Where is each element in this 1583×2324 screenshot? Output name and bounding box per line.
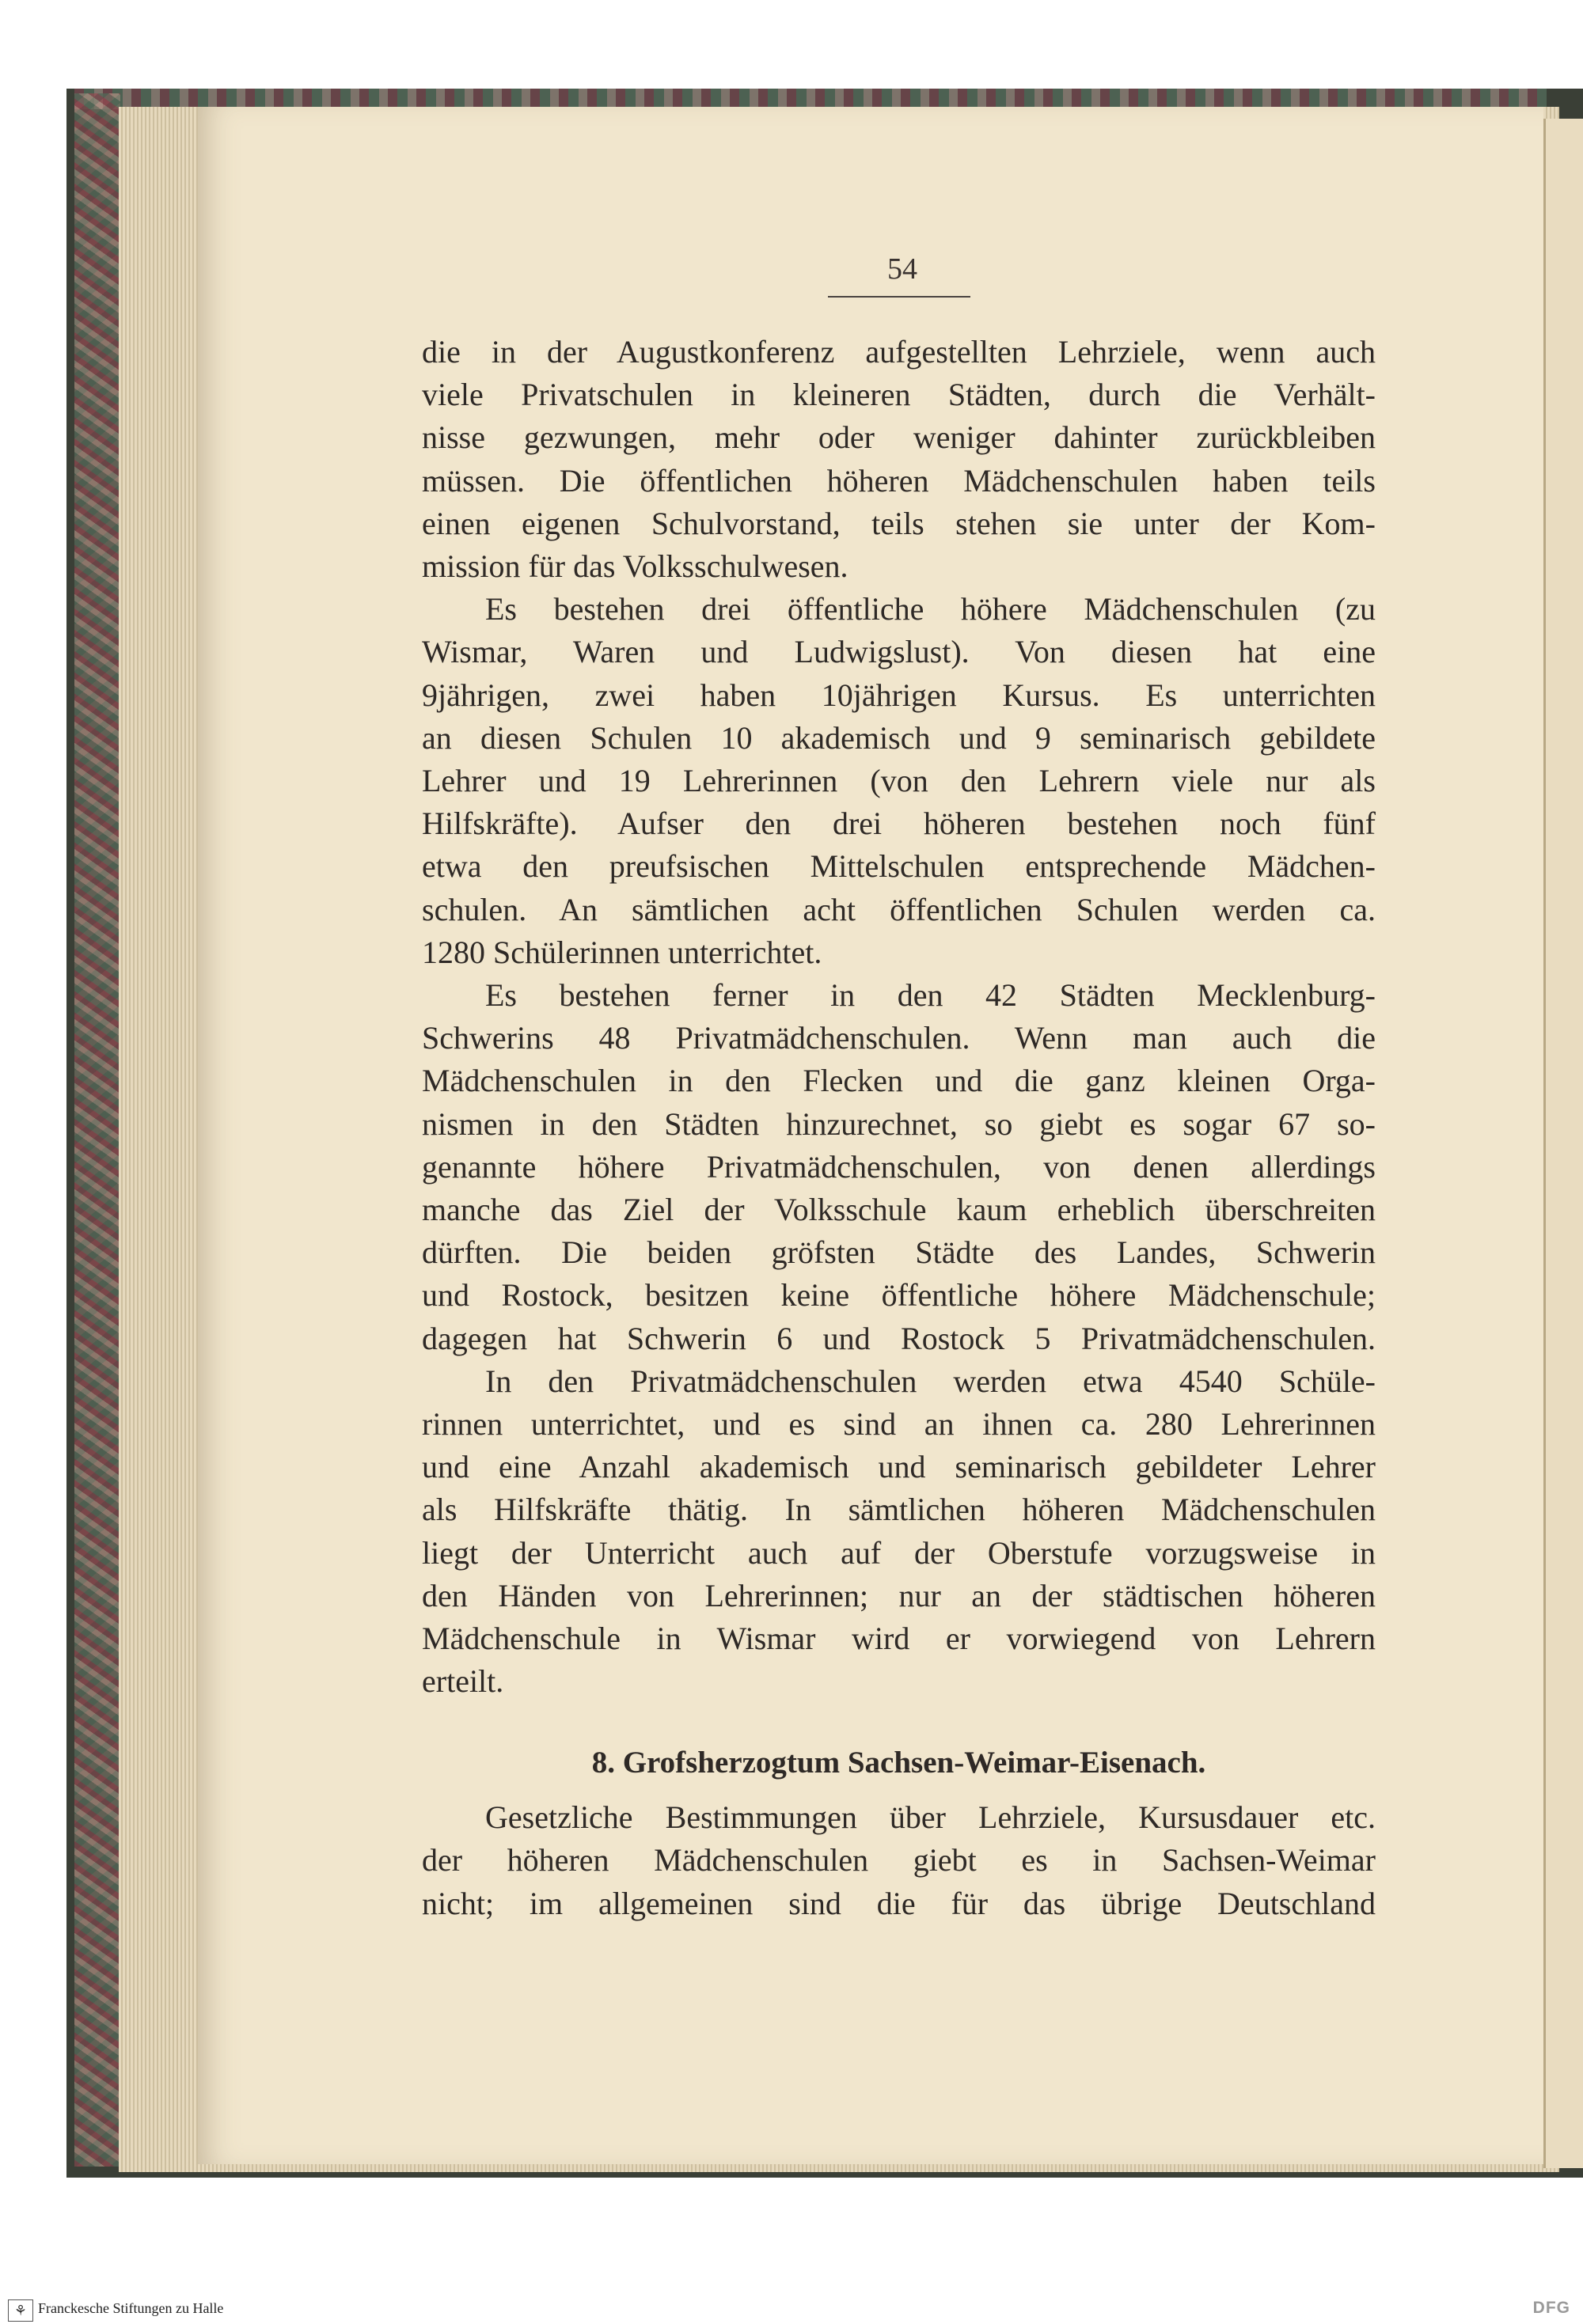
text-line: Es bestehen drei öffentliche höhere Mädchenschulen (zu [485,591,1376,627]
section-text [422,1796,1376,1925]
text-line: den Händen von Lehrerinnen; nur an der städtischen höheren [422,1577,1376,1613]
text-line: die in der Augustkonferenz aufgestellten Lehrziele, wenn auch [422,334,1376,370]
text-line: 9jährigen, zwei haben 10jährigen Kursus. Es unterrichten [422,677,1376,713]
text-line: genannte höhere Privatmädchenschulen, von denen allerdings [422,1148,1376,1185]
text-line: als Hilfskräfte thätig. In sämtlichen höheren Mädchenschulen [422,1492,1376,1528]
text-line: einen eigenen Schulvorstand, teils stehen sie unter der Kom- [422,505,1376,541]
text-line: schulen. An sämtlichen acht öffentlichen Schulen werden ca. [422,891,1376,927]
text-line: müssen. Die öffentlichen höheren Mädchenschulen haben teils [422,462,1376,499]
text-line: dagegen hat Schwerin 6 und Rostock 5 Privatmädchenschulen. [422,1320,1376,1356]
text-line: 1280 Schülerinnen unterrichtet. [422,934,822,970]
text-line: Lehrer und 19 Lehrerinnen (von den Lehrern viele nur als [422,763,1376,799]
text-line: Schwerins 48 Privatmädchenschulen. Wenn man auch die [422,1020,1376,1056]
text-line: Wismar, Waren und Ludwigslust). Von diesen hat eine [422,634,1376,670]
marbled-endpaper [74,93,120,2167]
section-heading: 8. Grofsherzogtum Sachsen-Weimar-Eisenach. [591,1746,1206,1780]
text-line: dürften. Die beiden gröfsten Städte des Landes, Schwerin [422,1234,1376,1271]
next-page-edge [1543,119,1583,2168]
institution-name: Franckesche Stiftungen zu Halle [38,2300,224,2316]
text-line: nismen in den Städten hinzurechnet, so giebt es sogar 67 so- [422,1105,1376,1142]
text-line: manche das Ziel der Volksschule kaum erheblich überschreiten [422,1192,1376,1228]
text-line: Hilfskräfte). Aufser den drei höheren bestehen noch fünf [422,806,1376,842]
text-line: an diesen Schulen 10 akademisch und 9 seminarisch gebildete [422,719,1376,756]
text-line: erteilt. [422,1663,504,1700]
text-line: viele Privatschulen in kleineren Städten, durch die Verhält- [422,377,1376,413]
text-line: und Rostock, besitzen keine öffentliche höhere Mädchenschule; [422,1277,1376,1314]
institution-logo-icon: ⚘ [8,2299,33,2322]
text-line: Mädchenschule in Wismar wird er vorwiegend von Lehrern [422,1621,1376,1657]
text-line: rinnen unterrichtet, und es sind an ihnen ca. 280 Lehrerinnen [422,1406,1376,1443]
text-line: Gesetzliche Bestimmungen über Lehrziele, Kursusdauer etc. [485,1799,1376,1835]
text-line: Es bestehen ferner in den 42 Städten Mecklenburg- [485,977,1376,1014]
text-line: mission für das Volksschulwesen. [422,548,848,585]
page-number-rule [828,296,970,298]
text-line: Mädchenschulen in den Flecken und die ganz kleinen Orga- [422,1063,1376,1099]
text-line: und eine Anzahl akademisch und seminarisch gebildeter Lehrer [422,1449,1376,1485]
main-text [422,331,1376,1704]
viewer-footer [0,2295,1583,2324]
text-line: der höheren Mädchenschulen giebt es in Sachsen-Weimar [422,1842,1376,1879]
text-line: In den Privatmädchenschulen werden etwa 4540 Schüle- [485,1363,1376,1399]
text-line: nisse gezwungen, mehr oder weniger dahinter zurückbleiben [422,419,1376,456]
text-line: etwa den preufsischen Mittelschulen entsprechende Mädchen- [422,848,1376,885]
dfg-logo: DFG [1532,2299,1570,2317]
page-number: 54 [887,252,917,286]
text-line: nicht; im allgemeinen sind die für das übrige Deutschland [422,1885,1376,1921]
text-line: liegt der Unterricht auch auf der Oberstufe vorzugsweise in [422,1534,1376,1571]
